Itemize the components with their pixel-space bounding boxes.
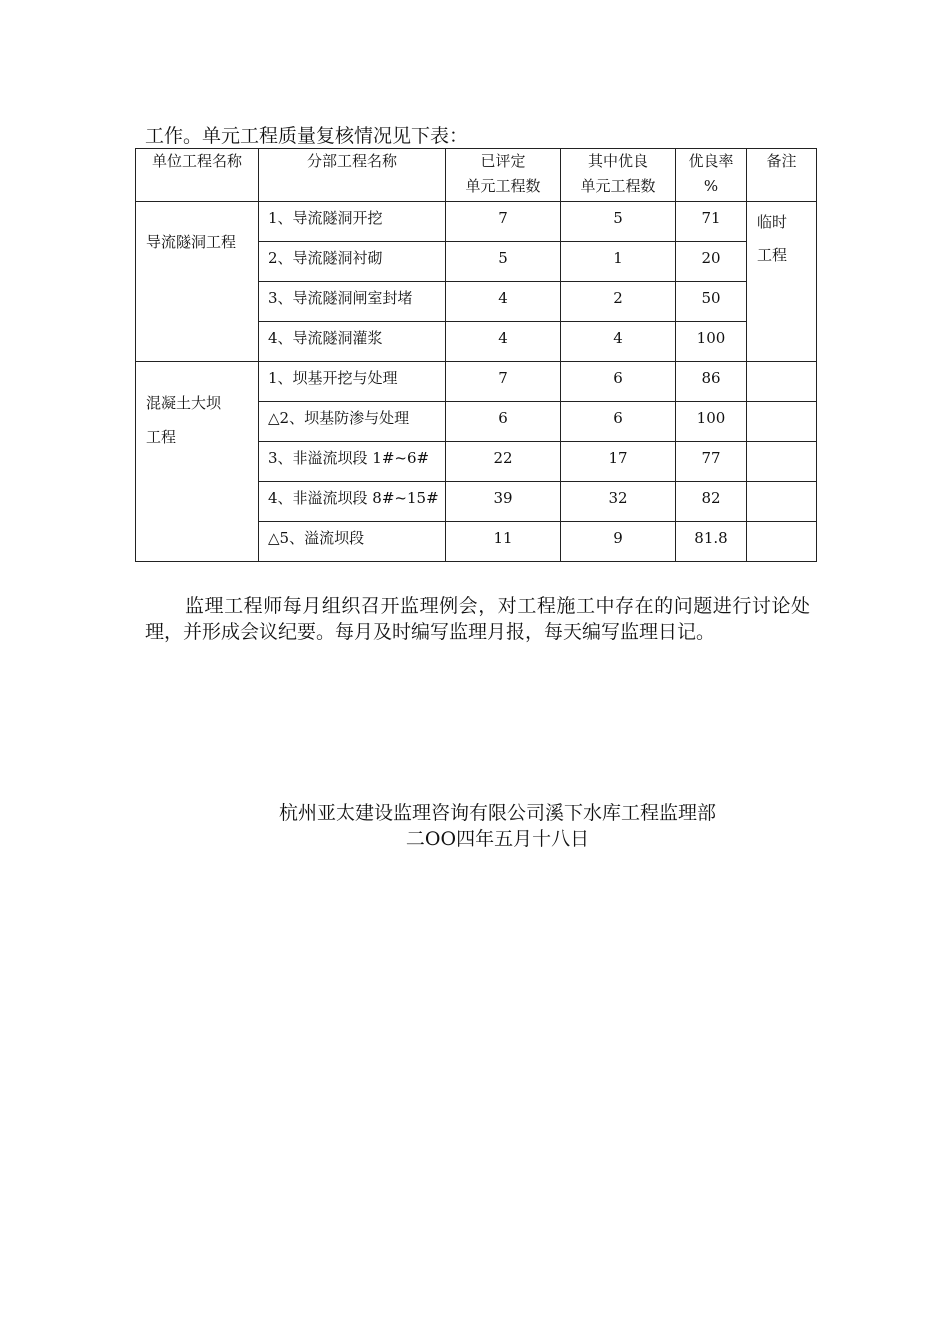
- excellent-cell: 6: [561, 402, 676, 442]
- evaluated-cell: 7: [446, 362, 561, 402]
- sub-name-cell: 1、坝基开挖与处理: [259, 362, 446, 402]
- body-paragraph: 监理工程师每月组织召开监理例会，对工程施工中存在的问题进行讨论处理，并形成会议纪要。每月及时编写监理月报，每天编写监理日记。: [145, 595, 810, 643]
- evaluated-cell: 5: [446, 242, 561, 282]
- header-excellent-count: 其中优良 单元工程数: [561, 149, 676, 202]
- unit-name-cell: 混凝土大坝 工程: [136, 362, 259, 562]
- rate-cell: 82: [676, 482, 747, 522]
- excellent-cell: 1: [561, 242, 676, 282]
- evaluated-cell: 11: [446, 522, 561, 562]
- rate-cell: 81.8: [676, 522, 747, 562]
- unit-name-cell: 导流隧洞工程: [136, 202, 259, 362]
- table-row: [136, 202, 817, 242]
- rate-cell: 50: [676, 282, 747, 322]
- excellent-cell: 17: [561, 442, 676, 482]
- rate-cell: 71: [676, 202, 747, 242]
- excellent-cell: 32: [561, 482, 676, 522]
- header-sub-name: 分部工程名称: [259, 149, 446, 202]
- evaluated-cell: 4: [446, 282, 561, 322]
- evaluated-cell: 4: [446, 322, 561, 362]
- sub-name-cell: △2、坝基防渗与处理: [259, 402, 446, 442]
- signature-date: 二OO四年五月十八日: [405, 828, 590, 850]
- evaluated-cell: 7: [446, 202, 561, 242]
- excellent-cell: 6: [561, 362, 676, 402]
- header-unit-name: 单位工程名称: [136, 149, 259, 202]
- excellent-cell: 4: [561, 322, 676, 362]
- sub-name-cell: 3、导流隧洞闸室封堵: [259, 282, 446, 322]
- evaluated-cell: 6: [446, 402, 561, 442]
- excellent-cell: 5: [561, 202, 676, 242]
- rate-cell: 77: [676, 442, 747, 482]
- remark-cell: [747, 522, 817, 562]
- evaluated-cell: 22: [446, 442, 561, 482]
- rate-cell: 100: [676, 402, 747, 442]
- sub-name-cell: △5、溢流坝段: [259, 522, 446, 562]
- remark-cell: 临时 工程: [747, 202, 817, 362]
- remark-cell: [747, 362, 817, 402]
- sub-name-cell: 1、导流隧洞开挖: [259, 202, 446, 242]
- remark-cell: [747, 402, 817, 442]
- sub-name-cell: 4、非溢流坝段 8#~15#: [259, 482, 446, 522]
- excellent-cell: 2: [561, 282, 676, 322]
- rate-cell: 86: [676, 362, 747, 402]
- remark-cell: [747, 482, 817, 522]
- quality-review-table: [135, 148, 817, 562]
- remark-cell: [747, 442, 817, 482]
- sub-name-cell: 4、导流隧洞灌浆: [259, 322, 446, 362]
- evaluated-cell: 39: [446, 482, 561, 522]
- signature-org: 杭州亚太建设监理咨询有限公司溪下水库工程监理部: [278, 802, 716, 824]
- table-header-row: [136, 149, 817, 202]
- rate-cell: 100: [676, 322, 747, 362]
- rate-cell: 20: [676, 242, 747, 282]
- excellent-cell: 9: [561, 522, 676, 562]
- intro-text: 工作。单元工程质量复核情况见下表：: [145, 125, 469, 147]
- header-evaluated-count: 已评定 单元工程数: [446, 149, 561, 202]
- table-row: [136, 362, 817, 402]
- header-excellent-rate: 优良率 %: [676, 149, 747, 202]
- sub-name-cell: 2、导流隧洞衬砌: [259, 242, 446, 282]
- sub-name-cell: 3、非溢流坝段 1#~6#: [259, 442, 446, 482]
- header-remark: 备注: [747, 149, 817, 202]
